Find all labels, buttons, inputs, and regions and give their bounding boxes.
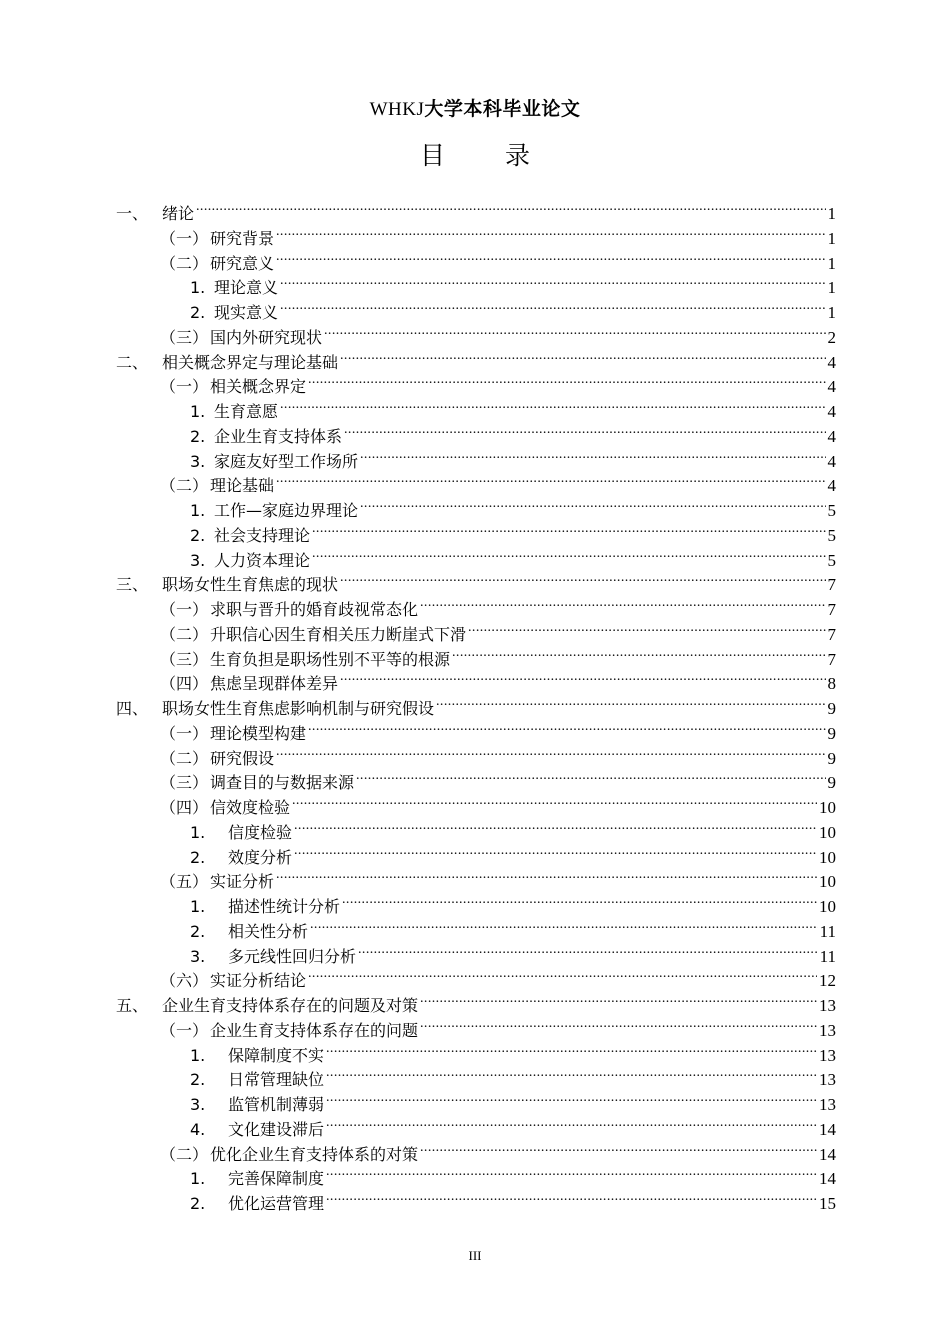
toc-entry-label: 实证分析	[210, 872, 275, 892]
toc-entry-label: 监管机制薄弱	[228, 1095, 325, 1114]
toc-entry-page: 12	[819, 971, 836, 991]
toc-entry-page: 4	[827, 451, 836, 471]
toc-entry-page: 13	[819, 1020, 836, 1040]
toc-entry[interactable]	[190, 393, 836, 421]
toc-entry-page: 1	[827, 278, 836, 298]
toc-entry-label: 描述性统计分析	[228, 897, 341, 916]
toc-entry-number: 4.	[190, 1119, 206, 1139]
toc-entry-page: 9	[827, 748, 836, 768]
toc-leader-dots	[326, 1086, 817, 1110]
toc-entry[interactable]	[160, 1136, 836, 1164]
toc-leader-dots	[276, 467, 825, 491]
toc-leader-dots	[342, 888, 817, 912]
toc-entry[interactable]	[160, 616, 836, 644]
toc-entry-number: 二、	[116, 352, 149, 372]
toc-entry-page: 9	[827, 773, 836, 793]
toc-entry-number: （一）	[160, 600, 209, 619]
toc-leader-dots	[326, 1160, 817, 1184]
toc-entry[interactable]	[116, 195, 836, 223]
toc-leader-dots	[294, 839, 817, 863]
toc-leader-dots	[276, 740, 825, 764]
toc-entry-label: 社会支持理论	[214, 525, 311, 545]
toc-entry[interactable]	[160, 665, 836, 694]
toc-entry-label: 日常管理缺位	[228, 1070, 325, 1090]
toc-entry-number: 2.	[190, 847, 206, 867]
toc-entry-number: （一）	[160, 228, 209, 248]
toc-entry-page: 5	[827, 525, 836, 545]
toc-entry-number: （一）	[160, 1020, 209, 1040]
toc-entry[interactable]	[190, 1185, 836, 1213]
toc-entry-number: 3.	[190, 1095, 206, 1114]
toc-entry-number: 3.	[190, 550, 206, 570]
toc-leader-dots	[326, 1061, 817, 1085]
toc-entry-label: 工作—家庭边界理论	[214, 501, 359, 520]
toc-leader-dots	[420, 987, 817, 1011]
toc-leader-dots	[310, 913, 818, 937]
toc-entry[interactable]	[160, 245, 836, 273]
toc-entry-page: 4	[827, 426, 836, 446]
toc-entry-number: 1.	[190, 1169, 206, 1189]
toc-entry-page: 7	[827, 575, 836, 595]
toc-entry-label: 现实意义	[214, 303, 279, 322]
toc-entry[interactable]	[190, 542, 836, 570]
toc-leader-dots	[312, 542, 825, 566]
toc-entry-page: 10	[819, 897, 836, 916]
toc-entry-label: 信效度检验	[210, 798, 291, 817]
toc-entry-page: 4	[827, 377, 836, 397]
toc-entry-number: 1.	[190, 501, 206, 520]
toc-entry-label: 研究背景	[210, 228, 275, 248]
toc-entry-label: 生育负担是职场性别不平等的根源	[210, 649, 451, 669]
toc-entry[interactable]	[190, 294, 836, 322]
toc-entry[interactable]	[190, 913, 836, 941]
toc-entry-number: （四）	[160, 798, 209, 817]
toc-entry-number: 1.	[190, 402, 206, 421]
toc-entry-page: 13	[819, 1045, 836, 1065]
toc-entry-label: 实证分析结论	[210, 971, 307, 991]
toc-entry-page: 1	[827, 204, 836, 223]
toc-entry-label: 职场女性生育焦虑影响机制与研究假设	[162, 699, 435, 718]
toc-entry-label: 调查目的与数据来源	[210, 773, 355, 793]
toc-entry-number: 3.	[190, 451, 206, 471]
toc-entry-label: 升职信心因生育相关压力断崖式下滑	[210, 624, 467, 644]
toc-entry-label: 研究意义	[210, 253, 275, 273]
toc-entry-label: 研究假设	[210, 748, 275, 768]
toc-entry-label: 信度检验	[228, 822, 293, 842]
toc-entry-label: 相关概念界定	[210, 377, 307, 397]
toc-entry[interactable]	[116, 690, 836, 718]
toc-entry-page: 1	[827, 303, 836, 322]
toc-entry[interactable]	[160, 962, 836, 991]
toc-entry[interactable]	[160, 467, 836, 496]
toc-leader-dots	[468, 616, 825, 640]
toc-leader-dots	[280, 269, 825, 293]
toc-leader-dots	[344, 418, 825, 442]
toc-entry[interactable]	[190, 418, 836, 446]
toc-entry[interactable]	[190, 269, 836, 298]
toc-leader-dots	[340, 344, 825, 368]
toc-entry[interactable]	[190, 517, 836, 545]
toc-entry[interactable]	[160, 715, 836, 743]
toc-entry[interactable]	[160, 591, 836, 619]
toc-entry-label: 理论意义	[214, 278, 279, 298]
toc-entry[interactable]	[190, 938, 836, 966]
toc-entry-label: 优化企业生育支持体系的对策	[210, 1144, 419, 1164]
toc-entry[interactable]	[160, 220, 836, 248]
toc-entry-label: 国内外研究现状	[210, 327, 323, 347]
toc-leader-dots	[326, 1185, 817, 1209]
toc-leader-dots	[280, 393, 825, 417]
toc-entry-number: 2.	[190, 525, 206, 545]
toc-leader-dots	[360, 443, 825, 467]
toc-entry-label: 焦虑呈现群体差异	[210, 674, 339, 694]
toc-entry-number: （一）	[160, 377, 209, 397]
toc-entry-number: （三）	[160, 773, 209, 793]
toc-entry-number: （五）	[160, 872, 209, 892]
toc-leader-dots	[294, 814, 817, 838]
toc-entry-page: 11	[819, 946, 836, 966]
toc-entry-label: 家庭友好型工作场所	[214, 451, 359, 471]
toc-entry-number: （一）	[160, 723, 209, 743]
toc-entry-number: 1.	[190, 822, 206, 842]
toc-entry-number: （二）	[160, 624, 209, 644]
toc-leader-dots	[308, 715, 825, 739]
toc-entry[interactable]	[160, 1012, 836, 1040]
toc-entry[interactable]	[190, 443, 836, 471]
toc-entry-label: 生育意愿	[214, 402, 279, 421]
toc-leader-dots	[292, 789, 817, 813]
toc-entry[interactable]	[190, 1037, 836, 1065]
toc-entry-page: 4	[827, 352, 836, 372]
toc-entry-page: 14	[819, 1144, 836, 1164]
toc-entry-number: 四、	[116, 699, 149, 718]
toc-entry-number: （四）	[160, 674, 209, 694]
toc-leader-dots	[420, 591, 825, 615]
toc-entry[interactable]	[190, 839, 836, 867]
toc-entry-page: 9	[827, 699, 836, 718]
toc-leader-dots	[276, 220, 825, 244]
toc-entry-page: 15	[819, 1194, 836, 1213]
page-title: 目 录	[420, 141, 556, 170]
toc-entry-page: 7	[827, 649, 836, 669]
toc-entry-page: 7	[827, 624, 836, 644]
toc-entry[interactable]	[116, 987, 836, 1015]
header-latin: WHKJ	[369, 99, 425, 120]
toc-entry-number: （六）	[160, 971, 209, 991]
toc-entry[interactable]	[160, 319, 836, 347]
toc-entry-label: 理论基础	[210, 476, 275, 496]
toc-entry[interactable]	[190, 814, 836, 842]
toc-entry-page: 1	[827, 228, 836, 248]
toc-entry[interactable]	[160, 368, 836, 397]
toc-entry-page: 10	[819, 822, 836, 842]
toc-entry-label: 企业生育支持体系	[214, 426, 343, 446]
toc-leader-dots	[308, 962, 817, 986]
toc-entry-page: 4	[827, 476, 836, 496]
toc-entry-page: 5	[827, 501, 836, 520]
toc-entry-page: 11	[819, 921, 836, 941]
toc-entry-page: 13	[819, 1070, 836, 1090]
toc-entry[interactable]	[160, 789, 836, 817]
toc-leader-dots	[276, 245, 825, 269]
toc-leader-dots	[360, 492, 825, 516]
toc-entry-number: （三）	[160, 327, 209, 347]
toc-leader-dots	[340, 566, 825, 590]
toc-entry-page: 14	[819, 1119, 836, 1139]
toc-entry-number: 五、	[116, 996, 149, 1015]
toc-entry-label: 求职与晋升的婚育歧视常态化	[210, 600, 419, 619]
toc-entry-number: 2.	[190, 1194, 206, 1213]
toc-entry[interactable]	[160, 641, 836, 669]
toc-entry-number: （二）	[160, 1144, 209, 1164]
toc-entry[interactable]	[190, 888, 836, 916]
toc-entry[interactable]	[160, 764, 836, 793]
toc-entry-page: 14	[819, 1169, 836, 1189]
toc-entry-number: 2.	[190, 921, 206, 941]
toc-entry-number: （三）	[160, 649, 209, 669]
toc-entry-page: 9	[827, 723, 836, 743]
page-number: III	[468, 1248, 482, 1263]
toc-entry-label: 人力资本理论	[214, 550, 311, 570]
toc-leader-dots	[420, 1012, 817, 1036]
toc-leader-dots	[436, 690, 825, 714]
toc-entry-label: 完善保障制度	[228, 1169, 325, 1189]
toc-leader-dots	[358, 938, 818, 962]
toc-leader-dots	[356, 764, 825, 788]
toc-entry-label: 企业生育支持体系存在的问题	[210, 1020, 419, 1040]
toc-entry[interactable]	[190, 1160, 836, 1189]
toc-entry-page: 4	[827, 402, 836, 421]
toc-entry[interactable]	[190, 1061, 836, 1090]
toc-entry[interactable]	[116, 566, 836, 595]
toc-entry-label: 职场女性生育焦虑的现状	[162, 575, 339, 595]
toc-entry-label: 效度分析	[228, 847, 293, 867]
toc-leader-dots	[420, 1136, 817, 1160]
toc-entry-page: 7	[827, 600, 836, 619]
toc-entry-number: （二）	[160, 476, 209, 496]
toc-entry-number: （二）	[160, 748, 209, 768]
toc-entry-number: 1.	[190, 278, 206, 298]
toc-entry-number: 一、	[116, 204, 149, 223]
toc-leader-dots	[280, 294, 825, 318]
toc-entry-label: 绪论	[162, 204, 195, 223]
toc-entry[interactable]	[190, 492, 836, 520]
toc-entry[interactable]	[190, 1086, 836, 1114]
toc-leader-dots	[196, 195, 825, 219]
toc-entry-label: 相关概念界定与理论基础	[162, 352, 339, 372]
toc-entry[interactable]	[160, 863, 836, 892]
toc-entry-label: 相关性分析	[228, 921, 309, 941]
toc-entry-label: 理论模型构建	[210, 723, 307, 743]
toc-entry-number: （二）	[160, 253, 209, 273]
toc-entry-number: 1.	[190, 1045, 206, 1065]
toc-leader-dots	[326, 1111, 817, 1135]
toc-entry[interactable]	[190, 1111, 836, 1139]
toc-entry-number: 三、	[116, 575, 149, 595]
toc-leader-dots	[326, 1037, 817, 1061]
toc-leader-dots	[452, 641, 825, 665]
toc-entry-page: 1	[827, 253, 836, 273]
toc-entry-page: 10	[819, 847, 836, 867]
toc-entry-number: 1.	[190, 897, 206, 916]
toc-entry-page: 10	[819, 872, 836, 892]
toc-entry-label: 优化运营管理	[228, 1194, 325, 1213]
toc-entry-page: 13	[819, 996, 836, 1015]
toc-leader-dots	[308, 368, 825, 392]
toc-entry[interactable]	[116, 344, 836, 372]
toc-entry-label: 多元线性回归分析	[228, 946, 357, 966]
toc-entry-page: 5	[827, 550, 836, 570]
header-cjk: 大学本科毕业论文	[424, 98, 581, 120]
toc-entry-page: 2	[827, 327, 836, 347]
document-header	[0, 94, 950, 121]
toc-entry-number: 2.	[190, 1070, 206, 1090]
toc-entry-number: 2.	[190, 303, 206, 322]
toc-entry-label: 保障制度不实	[228, 1045, 325, 1065]
toc-entry-page: 13	[819, 1095, 836, 1114]
toc-entry-page: 10	[819, 798, 836, 817]
toc-leader-dots	[312, 517, 825, 541]
toc-leader-dots	[324, 319, 825, 343]
toc-entry-label: 企业生育支持体系存在的问题及对策	[162, 996, 419, 1015]
toc-entry-page: 8	[827, 674, 836, 694]
toc-entry-label: 文化建设滞后	[228, 1119, 325, 1139]
toc-entry-number: 2.	[190, 426, 206, 446]
toc-leader-dots	[276, 863, 817, 887]
toc-entry[interactable]	[160, 740, 836, 768]
toc-leader-dots	[340, 665, 825, 689]
toc-entry-number: 3.	[190, 946, 206, 966]
